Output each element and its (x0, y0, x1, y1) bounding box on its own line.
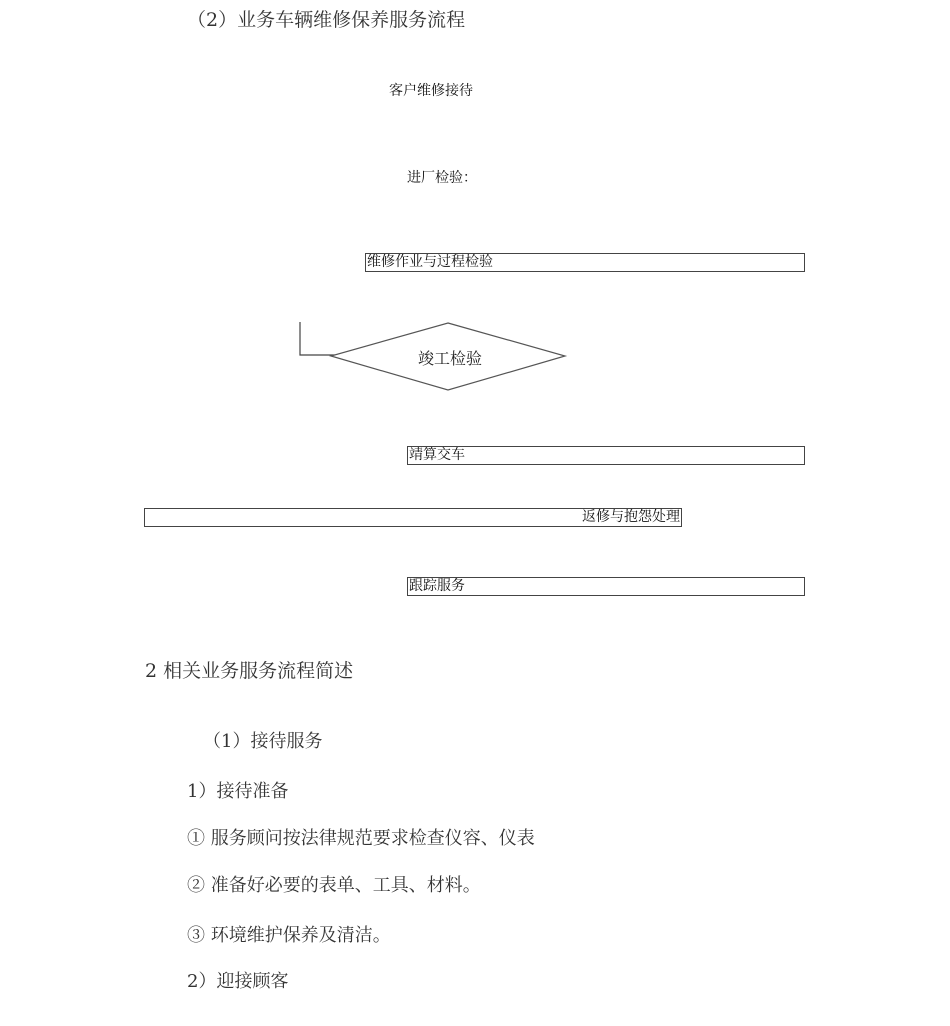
flow-step-completion: 竣工检验 (417, 349, 483, 368)
flow-step-repair-label: 维修作业与过程检验 (367, 254, 493, 270)
flow-step-inspection: 进厂检验： (407, 170, 477, 186)
flow-decision-diamond (295, 318, 570, 396)
flow-step-settlement-label: 靖算交车 (409, 447, 465, 463)
flow-step-repair-box (365, 253, 805, 272)
flow-step-followup-label: 跟踪服务 (409, 578, 465, 594)
flow-step-rework-label: 返修与抱怨处理 (582, 509, 680, 525)
flow-step-reception: 客户维修接待 (389, 83, 473, 99)
heading-2: 2 相关业务服务流程简述 (145, 660, 354, 682)
item-greet-customer: 2）迎接顾客 (187, 971, 289, 992)
flow-step-settlement-box (407, 446, 805, 465)
point-3: ③ 环境维护保养及清洁。 (187, 925, 391, 946)
point-2: ② 准备好必要的表单、工具、材料。 (187, 875, 481, 896)
section-heading: （2）业务车辆维修保养服务流程 (187, 9, 466, 31)
subheading-reception: （1）接待服务 (203, 731, 323, 752)
flow-step-followup-box (407, 577, 805, 596)
item-reception-prep: 1）接待准备 (187, 781, 289, 802)
flow-step-rework-box (144, 508, 682, 527)
point-1: ① 服务顾问按法律规范要求检查仪容、仪表 (187, 828, 535, 849)
